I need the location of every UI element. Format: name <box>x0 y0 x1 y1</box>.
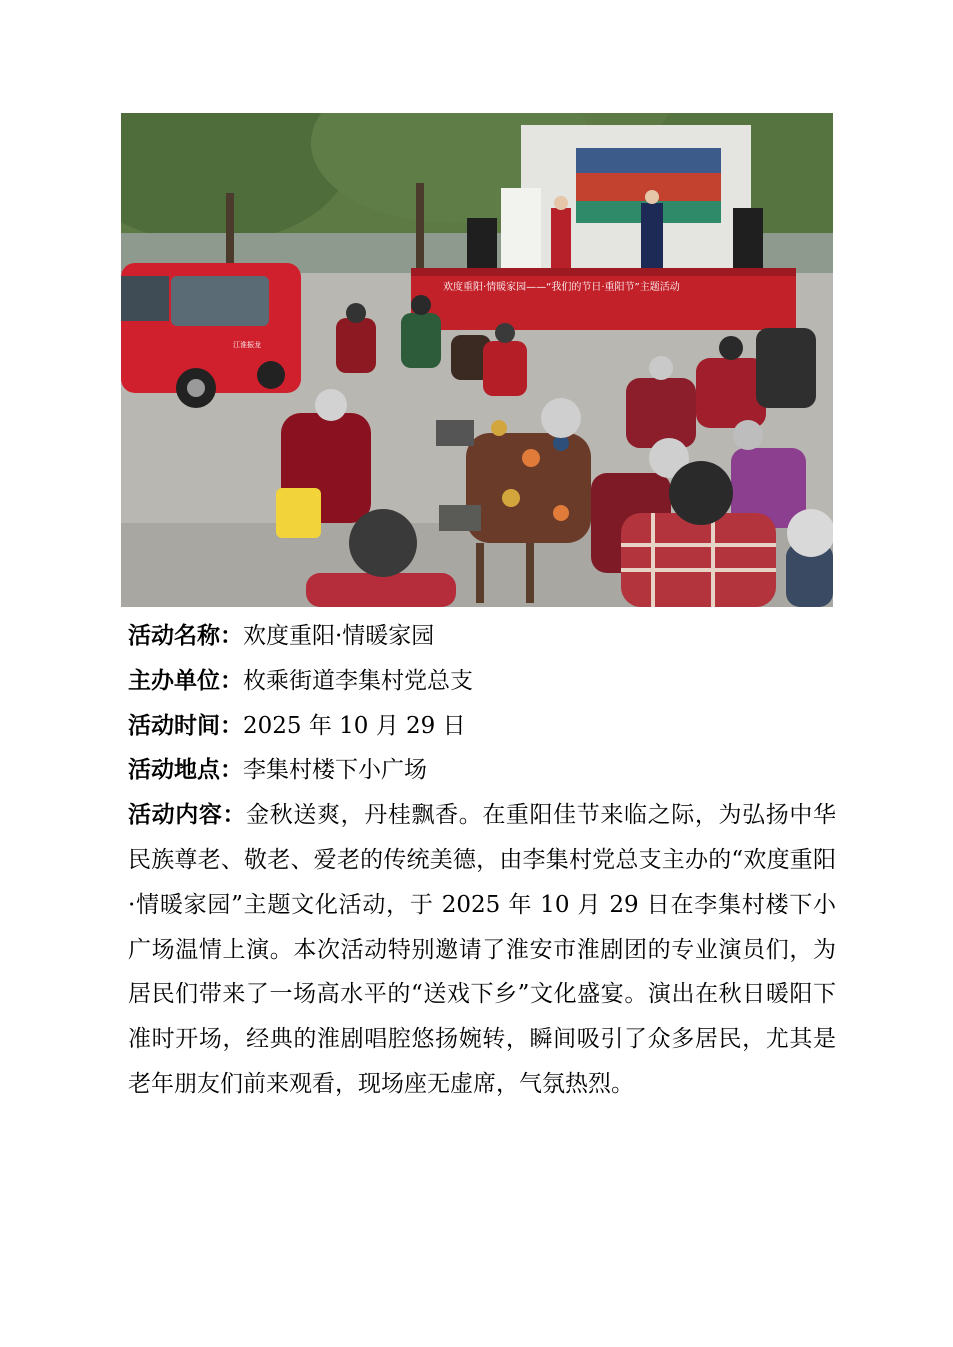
event-content-label: 活动内容： <box>128 802 247 829</box>
event-name-value: 欢度重阳·情暖家园 <box>243 623 435 649</box>
event-place-label: 活动地点： <box>128 757 243 784</box>
vehicle-text: 江淮振龙 <box>233 341 261 349</box>
event-content-value: 金秋送爽，丹桂飘香。在重阳佳节来临之际，为弘扬中华民族尊老、敬老、爱老的传统美德，由李集村党总支主办的“欢度重阳·情暖家园”主题文化活动，于 2025 年 10 月 29 日在李集村楼下小广场温情上演。本次活动特别邀请了淮安市淮剧团的专业演员们，为居民们带来了一场高水平的“送戏下乡”文化盛宴。演出在秋日暖阳下准时开场，经典的淮剧唱腔悠扬婉转，瞬间吸引了众多居民，尤其是老年朋友们前来观看，现场座无虚席，气氛热烈。 <box>128 802 837 1097</box>
event-photo <box>121 113 833 607</box>
event-place-value: 李集村楼下小广场 <box>243 757 427 784</box>
event-time-value: 2025 年 10 月 29 日 <box>243 712 466 739</box>
event-place-row <box>128 748 836 793</box>
event-content-paragraph <box>128 793 836 1107</box>
stage-banner-text: 欢度重阳·情暖家园——“我们的节日·重阳节”主题活动 <box>443 282 680 293</box>
event-time-row <box>128 704 836 749</box>
organizer-value: 枚乘街道李集村党总支 <box>243 667 473 694</box>
event-name-row <box>128 614 836 659</box>
event-info <box>128 614 836 1107</box>
organizer-row <box>128 659 836 704</box>
organizer-label: 主办单位： <box>128 667 243 694</box>
event-time-label: 活动时间： <box>128 712 243 739</box>
event-name-label: 活动名称： <box>128 623 243 649</box>
